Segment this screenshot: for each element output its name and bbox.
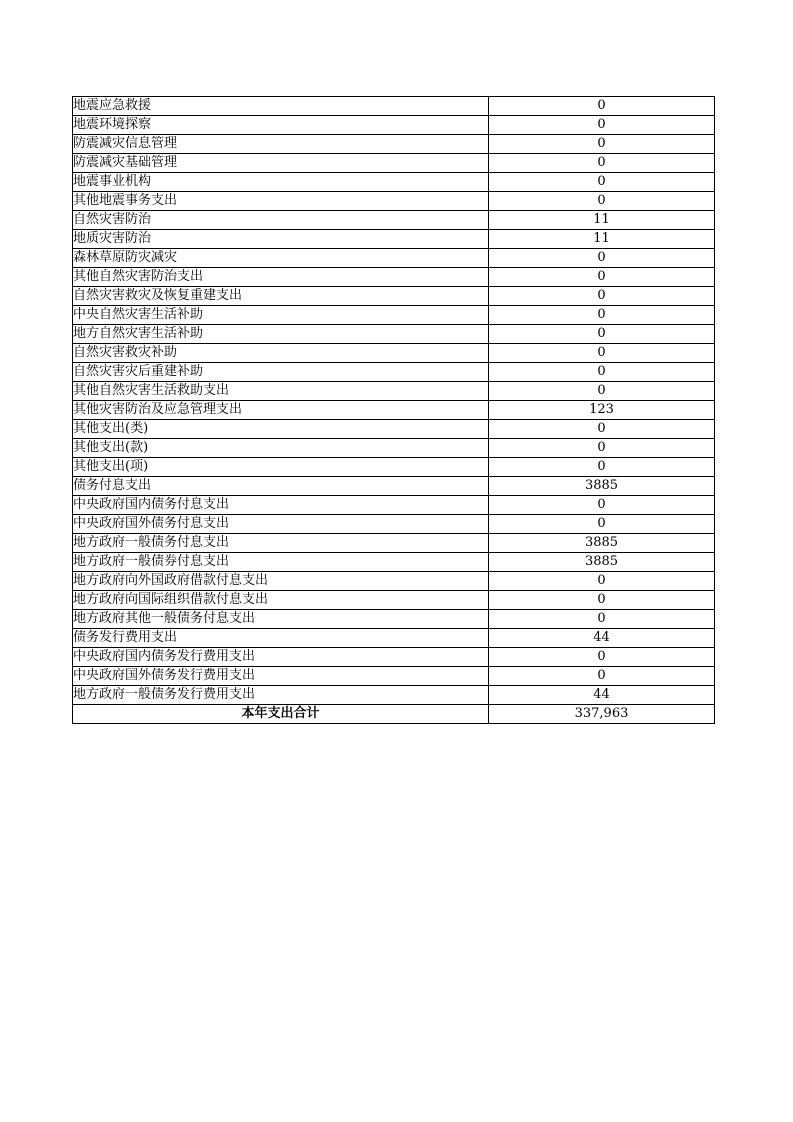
item-name: 防震减灾信息管理 <box>73 135 489 154</box>
item-name: 债务发行费用支出 <box>73 629 489 648</box>
item-value: 0 <box>489 363 715 382</box>
item-value: 11 <box>489 211 715 230</box>
item-name: 地方政府其他一般债务付息支出 <box>73 610 489 629</box>
table-row <box>73 325 715 344</box>
item-value: 0 <box>489 116 715 135</box>
item-name: 其他支出(项) <box>73 458 489 477</box>
table-row <box>73 439 715 458</box>
item-name: 自然灾害救灾补助 <box>73 344 489 363</box>
item-value: 0 <box>489 268 715 287</box>
item-value: 0 <box>489 591 715 610</box>
item-value: 0 <box>489 287 715 306</box>
item-name: 其他支出(类) <box>73 420 489 439</box>
item-name: 地方政府一般债务发行费用支出 <box>73 686 489 705</box>
item-name: 地方政府向国际组织借款付息支出 <box>73 591 489 610</box>
table-row <box>73 420 715 439</box>
item-value: 0 <box>489 325 715 344</box>
table-row <box>73 553 715 572</box>
table-row <box>73 610 715 629</box>
table-row <box>73 249 715 268</box>
item-value: 0 <box>489 192 715 211</box>
item-name: 地方自然灾害生活补助 <box>73 325 489 344</box>
table-row <box>73 344 715 363</box>
table-row <box>73 515 715 534</box>
item-name: 地方政府一般债务付息支出 <box>73 534 489 553</box>
item-name: 地方政府向外国政府借款付息支出 <box>73 572 489 591</box>
item-name: 地震事业机构 <box>73 173 489 192</box>
item-value: 0 <box>489 515 715 534</box>
table-row <box>73 382 715 401</box>
item-value: 0 <box>489 249 715 268</box>
item-value: 0 <box>489 458 715 477</box>
table-row <box>73 135 715 154</box>
item-name: 其他地震事务支出 <box>73 192 489 211</box>
item-value: 0 <box>489 610 715 629</box>
item-name: 其他自然灾害防治支出 <box>73 268 489 287</box>
table-row <box>73 116 715 135</box>
table-row <box>73 173 715 192</box>
table-row <box>73 591 715 610</box>
table-row <box>73 667 715 686</box>
item-value: 3885 <box>489 553 715 572</box>
item-name: 自然灾害防治 <box>73 211 489 230</box>
item-value: 123 <box>489 401 715 420</box>
item-value: 11 <box>489 230 715 249</box>
item-value: 0 <box>489 154 715 173</box>
item-name: 其他支出(款) <box>73 439 489 458</box>
table-row <box>73 477 715 496</box>
item-name: 中央政府国外债务付息支出 <box>73 515 489 534</box>
item-name: 地方政府一般债券付息支出 <box>73 553 489 572</box>
item-value: 0 <box>489 173 715 192</box>
table-row <box>73 458 715 477</box>
item-name: 中央自然灾害生活补助 <box>73 306 489 325</box>
table-row <box>73 629 715 648</box>
item-value: 0 <box>489 382 715 401</box>
table-row <box>73 192 715 211</box>
table-row <box>73 268 715 287</box>
item-value: 3885 <box>489 477 715 496</box>
item-value: 0 <box>489 648 715 667</box>
table-row <box>73 230 715 249</box>
table-row <box>73 97 715 116</box>
table-body <box>73 97 715 705</box>
table-row <box>73 648 715 667</box>
table-row <box>73 287 715 306</box>
item-value: 0 <box>489 135 715 154</box>
item-value: 0 <box>489 496 715 515</box>
item-name: 自然灾害救灾及恢复重建支出 <box>73 287 489 306</box>
item-name: 地震环境探察 <box>73 116 489 135</box>
item-name: 中央政府国内债务发行费用支出 <box>73 648 489 667</box>
item-value: 0 <box>489 344 715 363</box>
item-name: 中央政府国外债务发行费用支出 <box>73 667 489 686</box>
item-value: 44 <box>489 686 715 705</box>
item-value: 44 <box>489 629 715 648</box>
item-name: 中央政府国内债务付息支出 <box>73 496 489 515</box>
item-value: 0 <box>489 667 715 686</box>
item-name: 自然灾害灾后重建补助 <box>73 363 489 382</box>
item-value: 0 <box>489 97 715 116</box>
table-row <box>73 686 715 705</box>
total-row <box>73 705 715 724</box>
item-name: 其他灾害防治及应急管理支出 <box>73 401 489 420</box>
total-label: 本年支出合计 <box>73 705 489 724</box>
expenditure-table <box>72 96 715 724</box>
item-name: 其他自然灾害生活救助支出 <box>73 382 489 401</box>
table-row <box>73 401 715 420</box>
item-name: 地质灾害防治 <box>73 230 489 249</box>
item-name: 地震应急救援 <box>73 97 489 116</box>
item-value: 0 <box>489 420 715 439</box>
item-value: 0 <box>489 572 715 591</box>
item-value: 0 <box>489 306 715 325</box>
item-name: 防震减灾基础管理 <box>73 154 489 173</box>
table-row <box>73 572 715 591</box>
item-name: 森林草原防灾减灾 <box>73 249 489 268</box>
table-row <box>73 211 715 230</box>
item-value: 3885 <box>489 534 715 553</box>
table-row <box>73 363 715 382</box>
table-row <box>73 154 715 173</box>
item-name: 债务付息支出 <box>73 477 489 496</box>
total-value: 337,963 <box>489 705 715 724</box>
table-row <box>73 496 715 515</box>
table-row <box>73 306 715 325</box>
item-value: 0 <box>489 439 715 458</box>
table-row <box>73 534 715 553</box>
